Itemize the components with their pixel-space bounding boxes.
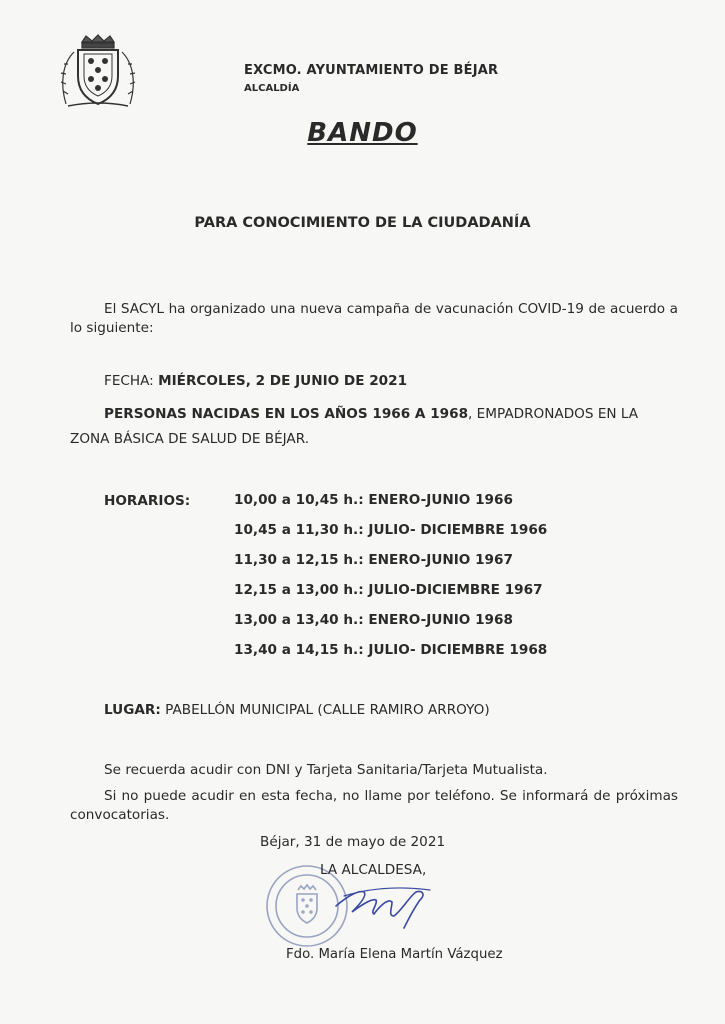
handwritten-signature-icon: [330, 876, 440, 932]
horario-row: [234, 612, 547, 642]
personas-paragraph: [70, 402, 678, 452]
horario-group: ENERO-JUNIO 1967: [368, 552, 513, 568]
horario-group: ENERO-JUNIO 1966: [368, 492, 513, 508]
department-name: ALCALDÍA: [244, 83, 300, 94]
document-title: BANDO: [307, 118, 418, 148]
horario-row: [234, 552, 547, 582]
horarios-list: [234, 492, 547, 672]
horario-time: 10,00 a 10,45 h.:: [234, 492, 364, 508]
signer-role: LA ALCALDESA,: [320, 862, 427, 878]
recordatorio-text: Se recuerda acudir con DNI y Tarjeta Sanitaria/Tarjeta Mutualista.: [104, 762, 548, 778]
horario-time: 10,45 a 11,30 h.:: [234, 522, 364, 538]
signer-name: Fdo. María Elena Martín Vázquez: [286, 947, 503, 962]
horario-time: 11,30 a 12,15 h.:: [234, 552, 364, 568]
lugar-line: [104, 702, 490, 718]
personas-rest: , EMPADRONADOS EN LA ZONA BÁSICA DE SALUD DE BÉJAR.: [70, 406, 639, 447]
horario-row: [234, 582, 547, 612]
no-acudir-paragraph: Si no puede acudir en esta fecha, no llame por teléfono. Se informará de próximas convocatorias.: [70, 788, 678, 823]
horario-group: ENERO-JUNIO 1968: [368, 612, 513, 628]
fecha-label: FECHA:: [104, 373, 154, 389]
coat-of-arms-icon: [58, 34, 138, 110]
institution-name: EXCMO. AYUNTAMIENTO DE BÉJAR: [244, 63, 499, 78]
signing-place-date: Béjar, 31 de mayo de 2021: [260, 834, 446, 850]
intro-paragraph: El SACYL ha organizado una nueva campaña de vacunación COVID-19 de acuerdo a lo siguiente:: [70, 301, 678, 336]
horario-time: 13,00 a 13,40 h.:: [234, 612, 364, 628]
horarios-label: HORARIOS:: [104, 493, 191, 509]
fecha-line: [104, 373, 407, 389]
personas-bold: PERSONAS NACIDAS EN LOS AÑOS 1966 A 1968: [104, 406, 469, 422]
lugar-value: PABELLÓN MUNICIPAL (CALLE RAMIRO ARROYO): [165, 702, 490, 718]
lugar-label: LUGAR:: [104, 702, 161, 718]
horario-time: 13,40 a 14,15 h.:: [234, 642, 364, 658]
fecha-value: MIÉRCOLES, 2 DE JUNIO DE 2021: [158, 373, 408, 389]
horario-row: [234, 642, 547, 672]
horario-row: [234, 522, 547, 552]
horario-group: JULIO- DICIEMBRE 1966: [368, 522, 548, 538]
horario-time: 12,15 a 13,00 h.:: [234, 582, 364, 598]
horario-group: JULIO- DICIEMBRE 1968: [368, 642, 548, 658]
horario-row: [234, 492, 547, 522]
horario-group: JULIO-DICIEMBRE 1967: [368, 582, 543, 598]
document-subtitle: PARA CONOCIMIENTO DE LA CIUDADANÍA: [194, 215, 531, 231]
